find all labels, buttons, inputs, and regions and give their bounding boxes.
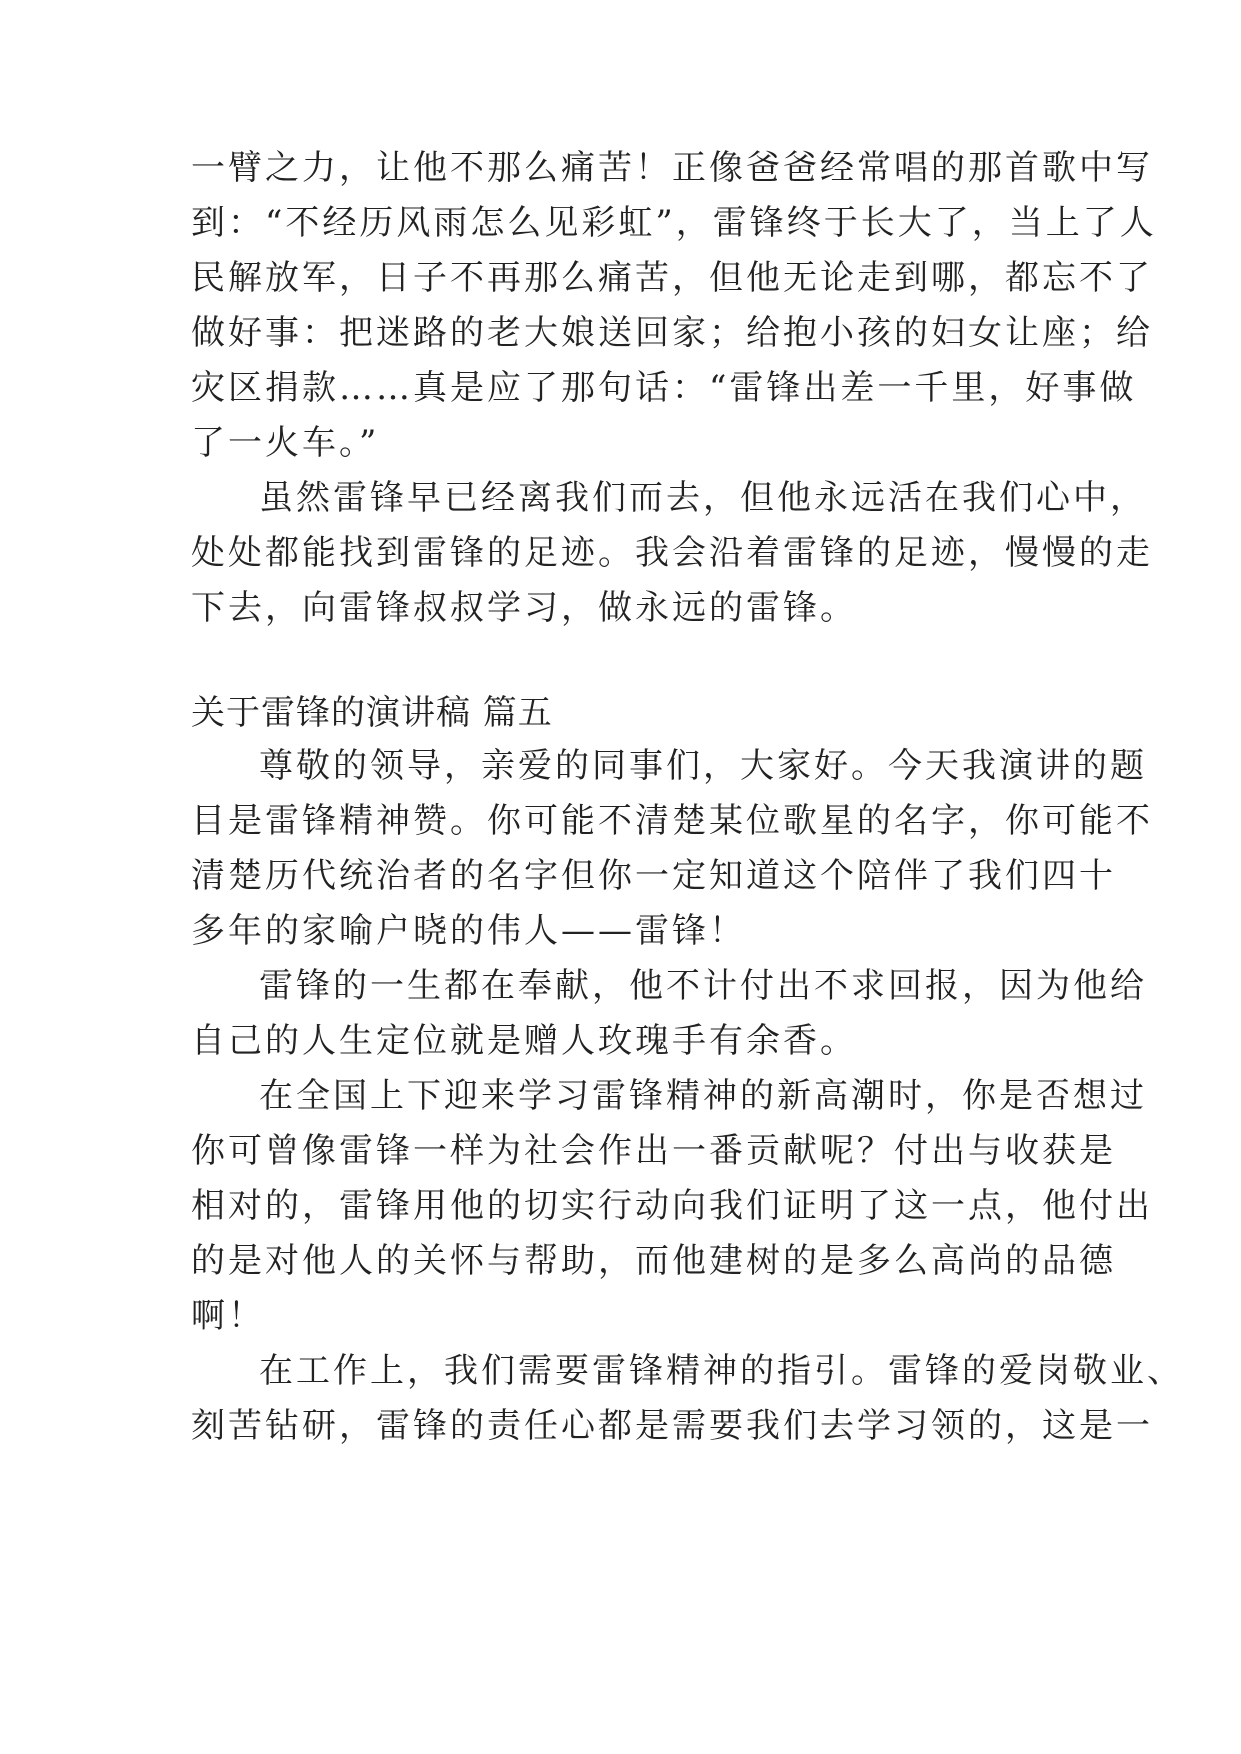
- paragraph-2-line-3: 下去，向雷锋叔叔学习，做永远的雷锋。: [191, 588, 857, 628]
- paragraph-1-line-1: 一臂之力，让他不那么痛苦！正像爸爸经常唱的那首歌中写: [191, 148, 1153, 188]
- paragraph-4-line-2: 自己的人生定位就是赠人玫瑰手有余香。: [191, 1021, 857, 1061]
- paragraph-4-line-1: 雷锋的一生都在奉献，他不计付出不求回报，因为他给: [259, 966, 1147, 1006]
- paragraph-2-line-1: 虽然雷锋早已经离我们而去，但他永远活在我们心中，: [259, 478, 1147, 518]
- paragraph-5-line-3: 相对的，雷锋用他的切实行动向我们证明了这一点，他付出: [191, 1186, 1153, 1226]
- paragraph-5-line-2: 你可曾像雷锋一样为社会作出一番贡献呢？付出与收获是: [191, 1131, 1116, 1171]
- paragraph-1-line-6: 了一火车。”: [191, 423, 380, 463]
- paragraph-3-line-1: 尊敬的领导，亲爱的同事们，大家好。今天我演讲的题: [259, 746, 1147, 786]
- paragraph-3-line-4: 多年的家喻户晓的伟人——雷锋！: [191, 911, 746, 951]
- paragraph-1-line-5: 灾区捐款……真是应了那句话：“雷锋出差一千里，好事做: [191, 368, 1137, 408]
- paragraph-5-line-5: 啊！: [191, 1296, 265, 1336]
- paragraph-1-line-3: 民解放军，日子不再那么痛苦，但他无论走到哪，都忘不了: [191, 258, 1153, 298]
- paragraph-6-line-1: 在工作上，我们需要雷锋精神的指引。雷锋的爱岗敬业、: [259, 1351, 1184, 1391]
- paragraph-6-line-2: 刻苦钻研，雷锋的责任心都是需要我们去学习领的，这是一: [191, 1406, 1153, 1446]
- paragraph-2-line-2: 处处都能找到雷锋的足迹。我会沿着雷锋的足迹，慢慢的走: [191, 533, 1153, 573]
- section-heading: 关于雷锋的演讲稿 篇五: [191, 693, 553, 733]
- paragraph-1-line-4: 做好事：把迷路的老大娘送回家；给抱小孩的妇女让座；给: [191, 313, 1153, 353]
- paragraph-5-line-1: 在全国上下迎来学习雷锋精神的新高潮时，你是否想过: [259, 1076, 1147, 1116]
- paragraph-5-line-4: 的是对他人的关怀与帮助，而他建树的是多么高尚的品德: [191, 1241, 1116, 1281]
- paragraph-1-line-2: 到：“不经历风雨怎么见彩虹”，雷锋终于长大了，当上了人: [191, 203, 1157, 243]
- paragraph-3-line-2: 目是雷锋精神赞。你可能不清楚某位歌星的名字，你可能不: [191, 801, 1153, 841]
- paragraph-3-line-3: 清楚历代统治者的名字但你一定知道这个陪伴了我们四十: [191, 856, 1116, 896]
